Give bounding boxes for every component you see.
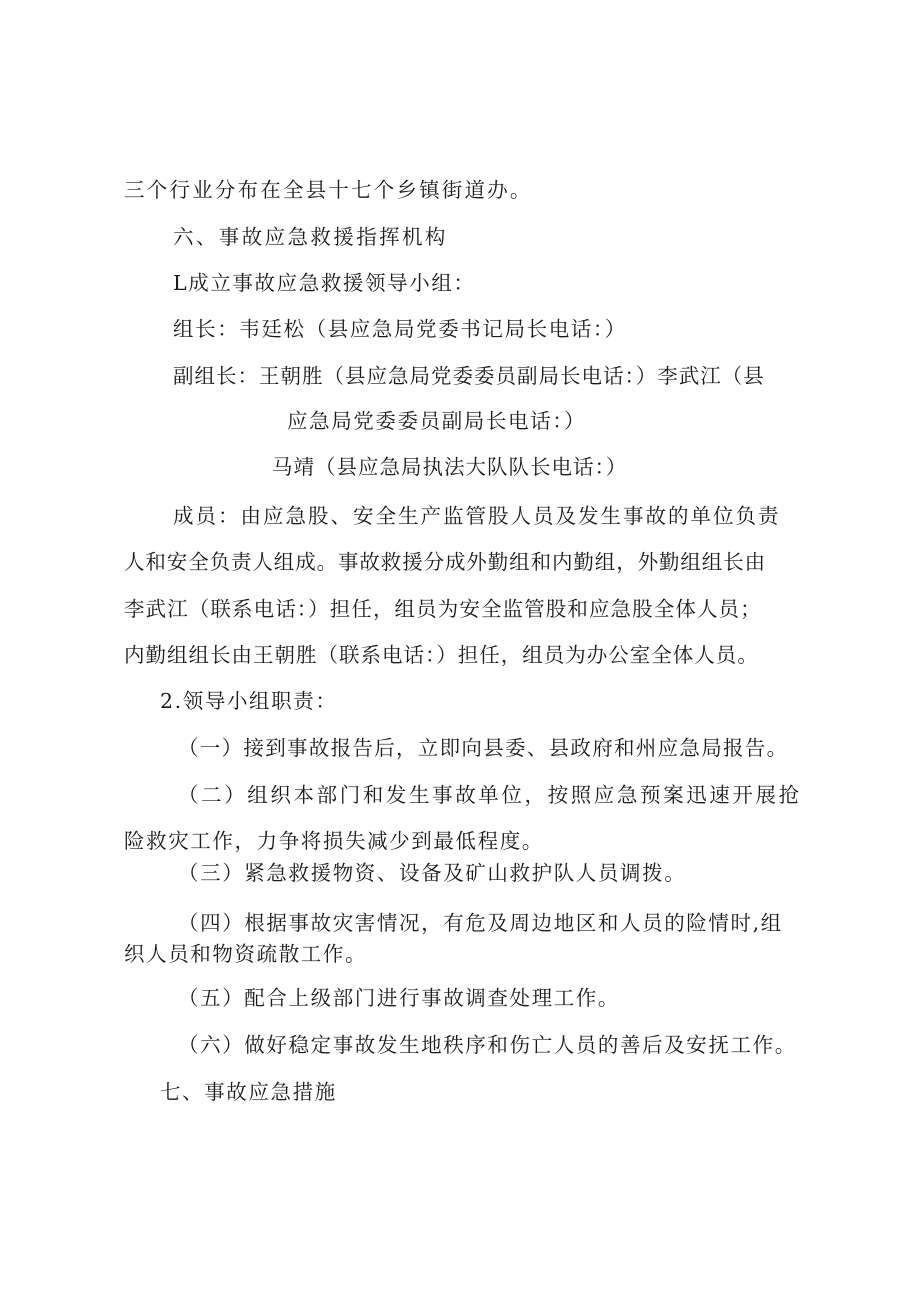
paragraph-line: 三个行业分布在全县十七个乡镇街道办。 (124, 178, 533, 202)
deputy-leader-line-2: 马靖（县应急局执法大队队长电话：） (272, 455, 628, 479)
section-heading: 六、事故应急救援指挥机构 (173, 225, 448, 249)
duty-item-continuation: 织人员和物资疏散工作。 (124, 942, 368, 966)
members-continuation: 内勤组组长由王朝胜（联系电话：）担任，组员为办公室全体人员。 (124, 643, 759, 667)
subsection-heading: 2.领导小组职责： (160, 689, 338, 713)
members-line: 成员：由应急股、安全生产监管股人员及发生事故的单位负责 (173, 504, 781, 528)
deputy-leader-line: 副组长：王朝胜（县应急局党委委员副局长电话：）李武江（县 (173, 364, 765, 388)
members-continuation: 人和安全负责人组成。事故救援分成外勤组和内勤组，外勤组组长由 (124, 550, 766, 574)
deputy-leader-continuation: 应急局党委委员副局长电话：） (287, 409, 587, 433)
duty-item: （一）接到事故报告后，立即向县委、县政府和州应急局报告。 (178, 736, 789, 760)
duty-item: （六）做好稳定事故发生地秩序和伤亡人员的善后及安抚工作。 (178, 1033, 797, 1057)
group-leader-line: 组长：韦廷松（县应急局党委书记局长电话：） (173, 317, 627, 341)
duty-item: （二）组织本部门和发生事故单位，按照应急预案迅速开展抢 (178, 783, 802, 807)
duty-item: （五）配合上级部门进行事故调查处理工作。 (178, 986, 620, 1010)
duty-item: （四）根据事故灾害情况，有危及周边地区和人员的险情时,组 (178, 911, 783, 935)
members-continuation: 李武江（联系电话：）担任，组员为安全监管股和应急股全体人员； (124, 597, 762, 621)
subsection-heading: L成立事故应急救援领导小组： (173, 271, 476, 295)
duty-item-continuation: 险救灾工作，力争将损失减少到最低程度。 (124, 829, 544, 853)
section-heading: 七、事故应急措施 (160, 1080, 337, 1104)
duty-item: （三）紧急救援物资、设备及矿山救护队人员调拨。 (178, 861, 687, 885)
